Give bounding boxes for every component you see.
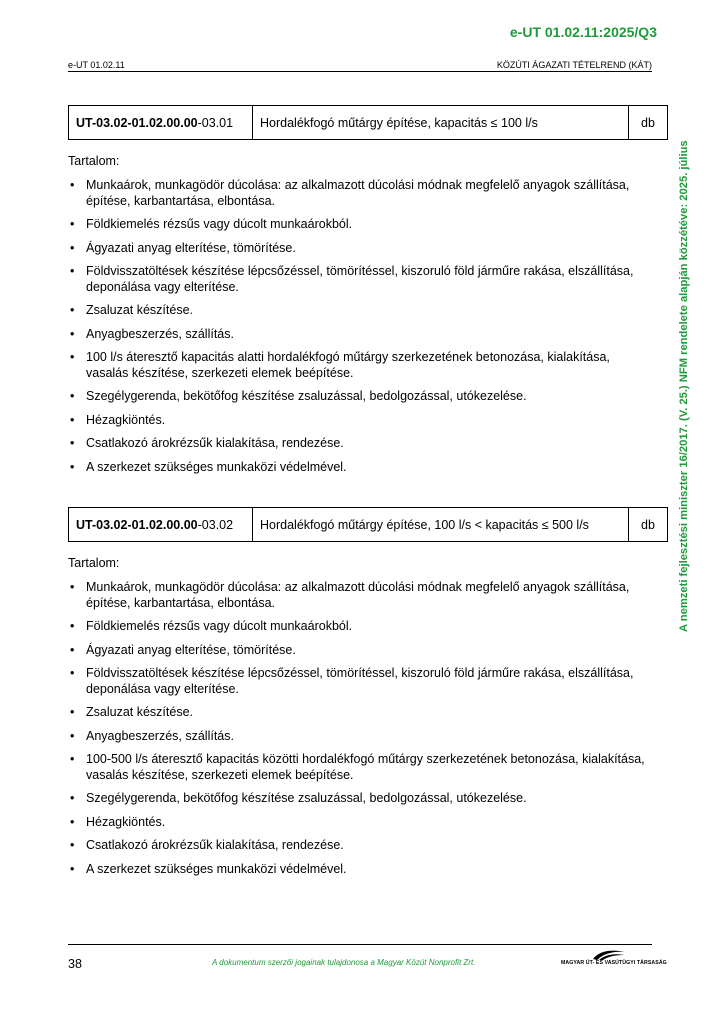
- document-code: e-UT 01.02.11:2025/Q3: [509, 24, 657, 40]
- side-publication-note-text: A nemzeti fejlesztési miniszter 16/2017. (V. 25.) NFM rendelete alapján közzétéve: 2025. július: [678, 140, 690, 632]
- list-item: • Munkaárok, munkagödör dúcolása: az alkalmazott dúcolási módnak megfelelő anyagok szállítása, építése, karbantartása, elbontása.: [68, 178, 653, 209]
- header-left-code: e-UT 01.02.11: [68, 60, 125, 70]
- list-item: • Anyagbeszerzés, szállítás.: [68, 327, 653, 343]
- list-item: • Földvisszatöltések készítése lépcsőzéssel, tömörítéssel, kiszoruló föld járműre rakása, elszállítása, deponálása vagy elterítése.: [68, 666, 653, 697]
- organization-logo: [561, 948, 667, 970]
- list-item: • Zsaluzat készítése.: [68, 705, 653, 721]
- item-code-bold: UT-03.02-01.02.00.00: [76, 517, 198, 532]
- list-item: • Szegélygerenda, bekötőfog készítése zsaluzással, bedolgozással, utókezelése.: [68, 389, 653, 405]
- item-description: Hordalékfogó műtárgy építése, 100 l/s < kapacitás ≤ 500 l/s: [253, 508, 629, 542]
- list-item: • Anyagbeszerzés, szállítás.: [68, 729, 653, 745]
- header-rule: [68, 71, 652, 72]
- list-item: • Földkiemelés rézsűs vagy dúcolt munkaárokból.: [68, 619, 653, 635]
- list-item: • Ágyazati anyag elterítése, tömörítése.: [68, 643, 653, 659]
- list-item: • Zsaluzat készítése.: [68, 303, 653, 319]
- list-item: • Szegélygerenda, bekötőfog készítése zsaluzással, bedolgozással, utókezelése.: [68, 791, 653, 807]
- list-item: • Hézagkiöntés.: [68, 815, 653, 831]
- list-item: • Ágyazati anyag elterítése, tömörítése.: [68, 241, 653, 257]
- footer-rule: [68, 944, 652, 945]
- list-item: • Csatlakozó árokrézsűk kialakítása, rendezése.: [68, 838, 653, 854]
- list-item: • Földvisszatöltések készítése lépcsőzéssel, tömörítéssel, kiszoruló föld járműre rakása, elszállítása, deponálása vagy elterítése.: [68, 264, 653, 295]
- list-item: • Hézagkiöntés.: [68, 413, 653, 429]
- list-item: • Munkaárok, munkagödör dúcolása: az alkalmazott dúcolási módnak megfelelő anyagok szállítása, építése, karbantartása, elbontása.: [68, 580, 653, 611]
- item-code-cell: [69, 508, 253, 542]
- list-item: • 100-500 l/s áteresztő kapacitás közötti hordalékfogó műtárgy szerkezetének betonozása, kialakítása, vasalás készítése, szerkezeti elemek beépítése.: [68, 752, 653, 783]
- logo-text: MAGYAR ÚT- ÉS VASÚTÜGYI TÁRSASÁG: [561, 960, 667, 966]
- content-list-2: [68, 580, 653, 885]
- item-code-cell: [69, 106, 253, 140]
- item-code-suffix: -03.01: [197, 115, 234, 130]
- side-publication-note: [675, 99, 693, 632]
- item-unit: db: [629, 106, 668, 140]
- item-table-2: [68, 507, 668, 542]
- item-unit: db: [629, 508, 668, 542]
- content-label-1: Tartalom:: [68, 154, 120, 168]
- item-table-1: [68, 105, 668, 140]
- list-item: • 100 l/s áteresztő kapacitás alatti hordalékfogó műtárgy szerkezetének betonozása, kialakítása, vasalás készítése, szerkezeti elemek beépítése.: [68, 350, 653, 381]
- content-list-1: [68, 178, 653, 483]
- item-row: [69, 508, 668, 542]
- item-row: [69, 106, 668, 140]
- copyright-notice: A dokumentum szerzői jogainak tulajdonosa a Magyar Közút Nonprofit Zrt.: [212, 958, 476, 967]
- item-description: Hordalékfogó műtárgy építése, kapacitás ≤ 100 l/s: [253, 106, 629, 140]
- page-number: 38: [68, 957, 82, 971]
- item-code-bold: UT-03.02-01.02.00.00: [76, 115, 198, 130]
- list-item: • Földkiemelés rézsűs vagy dúcolt munkaárokból.: [68, 217, 653, 233]
- header-right-title: KÖZÚTI ÁGAZATI TÉTELREND (KÁT): [496, 60, 652, 70]
- list-item: • A szerkezet szükséges munkaközi védelmével.: [68, 862, 653, 878]
- list-item: • A szerkezet szükséges munkaközi védelmével.: [68, 460, 653, 476]
- content-label-2: Tartalom:: [68, 556, 120, 570]
- item-code-suffix: -03.02: [197, 517, 234, 532]
- list-item: • Csatlakozó árokrézsűk kialakítása, rendezése.: [68, 436, 653, 452]
